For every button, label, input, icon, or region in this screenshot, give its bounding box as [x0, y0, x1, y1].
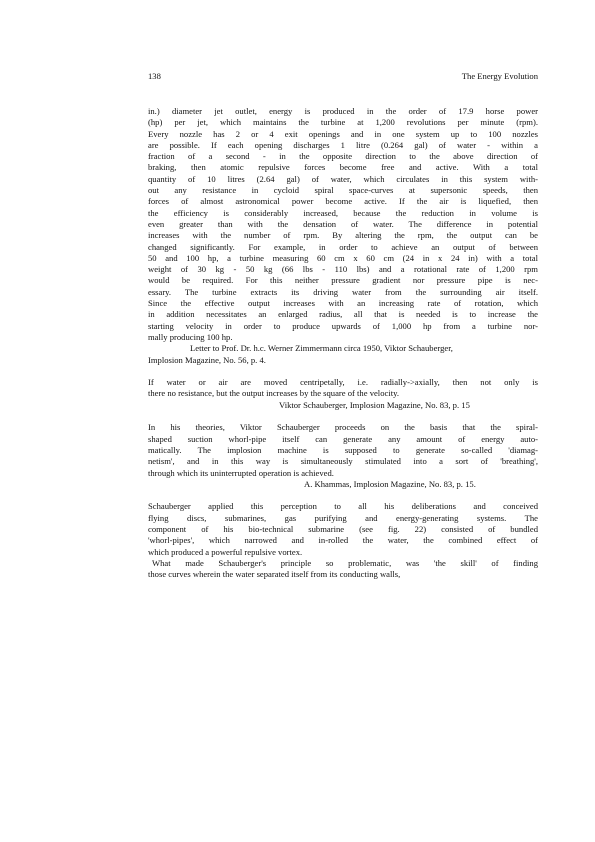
paragraph-theories [148, 422, 538, 478]
text-line: flying discs, submarines, gas purifying and energy-generating systems. The [148, 512, 538, 523]
text-line: through which its uninterrupted operation is achieved. [148, 467, 334, 478]
citation-line: Implosion Magazine, No. 56, p. 4. [148, 354, 266, 365]
text-line: changed significantly. For example, in order to achieve an output of between [148, 241, 538, 252]
text-line: would be required. For this neither pressure gradient nor pressure pipe is nec- [148, 275, 538, 286]
citation-letter-zimmermann [148, 343, 538, 366]
text-line: increases with the number of rpm. By altering the rpm, the output can be [148, 230, 538, 241]
paragraph-jet-turbine [148, 106, 538, 343]
page-header [148, 70, 538, 82]
text-line: matically. The implosion machine is supposed to generate so-called 'diamag- [148, 444, 538, 455]
paragraph-gap [148, 366, 538, 377]
text-line: In his theories, Viktor Schauberger proceeds on the basis that the spiral- [148, 422, 538, 433]
text-line: Every nozzle has 2 or 4 exit openings and in one system up to 100 nozzles [148, 128, 538, 139]
text-line: 50 and 100 hp, a turbine measuring 60 cm x 60 cm (24 in x 24 in) with a total [148, 252, 538, 263]
page-body [148, 106, 538, 580]
text-line: which produced a powerful repulsive vortex. [148, 546, 303, 557]
page-number: 138 [148, 71, 161, 81]
text-line: braking, then atomic repulsive forces become free and active. With a total [148, 162, 538, 173]
text-line: fraction of a second - in the opposite direction to the above direction of [148, 151, 538, 162]
paragraph-gap [148, 411, 538, 422]
citation-line: Letter to Prof. Dr. h.c. Werner Zimmermann circa 1950, Viktor Schauberger, [190, 343, 453, 354]
text-line: If water or air are moved centripetally, i.e. radially->axially, then not only is [148, 377, 538, 388]
paragraph-applied-perception [148, 501, 538, 557]
text-line: 'whorl-pipes', which narrowed and in-rolled the water, the combined effect of [148, 535, 538, 546]
text-line: mally producing 100 hp. [148, 331, 233, 342]
text-line: Schauberger applied this perception to all his deliberations and conceived [148, 501, 538, 512]
text-line: forces of almost astronomical power become active. If the air is liquefied, then [148, 196, 538, 207]
text-line: are possible. If each opening discharges 1 litre (0.264 gal) of water - within a [148, 139, 538, 150]
text-line: netism', and in this way is simultaneously stimulated into a sort of 'breathing', [148, 456, 538, 467]
citation-khammas: A. Khammas, Implosion Magazine, No. 83, p. 15. [304, 478, 476, 489]
text-line: weight of 30 kg - 50 kg (66 lbs - 110 lbs) and a rotational rate of 1,200 rpm [148, 264, 538, 275]
text-line: (hp) per jet, which maintains the turbine at 1,200 revolutions per minute (rpm). [148, 117, 538, 128]
paragraph-problematic-principle [148, 558, 538, 581]
text-line: in addition necessitates an enlarged radius, all that is needed is to increase the [148, 309, 538, 320]
running-title: The Energy Evolution [461, 71, 538, 81]
text-line: What made Schauberger's principle so problematic, was 'the skill' of finding [152, 557, 538, 568]
text-line: in.) diameter jet outlet, energy is produced in the order of 17.9 horse power [148, 106, 538, 116]
text-line: shaped suction whorl-pipe itself can generate any amount of energy auto- [148, 433, 538, 444]
paragraph-centripetal [148, 377, 538, 400]
text-line: the efficiency is considerably increased, because the reduction in volume is [148, 207, 538, 218]
paragraph-gap [148, 490, 538, 501]
text-line: essary. The turbine extracts its driving water from the surrounding air itself. [148, 286, 538, 297]
text-line: those curves wherein the water separated itself from its conducting walls, [148, 569, 401, 580]
text-line: starting velocity in order to produce upwards of 1,000 hp from a turbine nor- [148, 320, 538, 331]
text-line: component of his bio-technical submarine (see fig. 22) consisted of bundled [148, 523, 538, 534]
text-line: Since the effective output increases with an increasing rate of rotation, which [148, 298, 538, 309]
text-line: quantity of 10 litres (2.64 gal) of water, which circulates in this system with- [148, 173, 538, 184]
citation-schauberger: Viktor Schauberger, Implosion Magazine, No. 83, p. 15 [279, 399, 470, 410]
text-line: even greater than with the densation of water. The difference in potential [148, 218, 538, 229]
text-line: out any resistance in cycloid spiral space-curves at supersonic speeds, then [148, 185, 538, 196]
text-line: there no resistance, but the output increases by the square of the velocity. [148, 388, 399, 399]
